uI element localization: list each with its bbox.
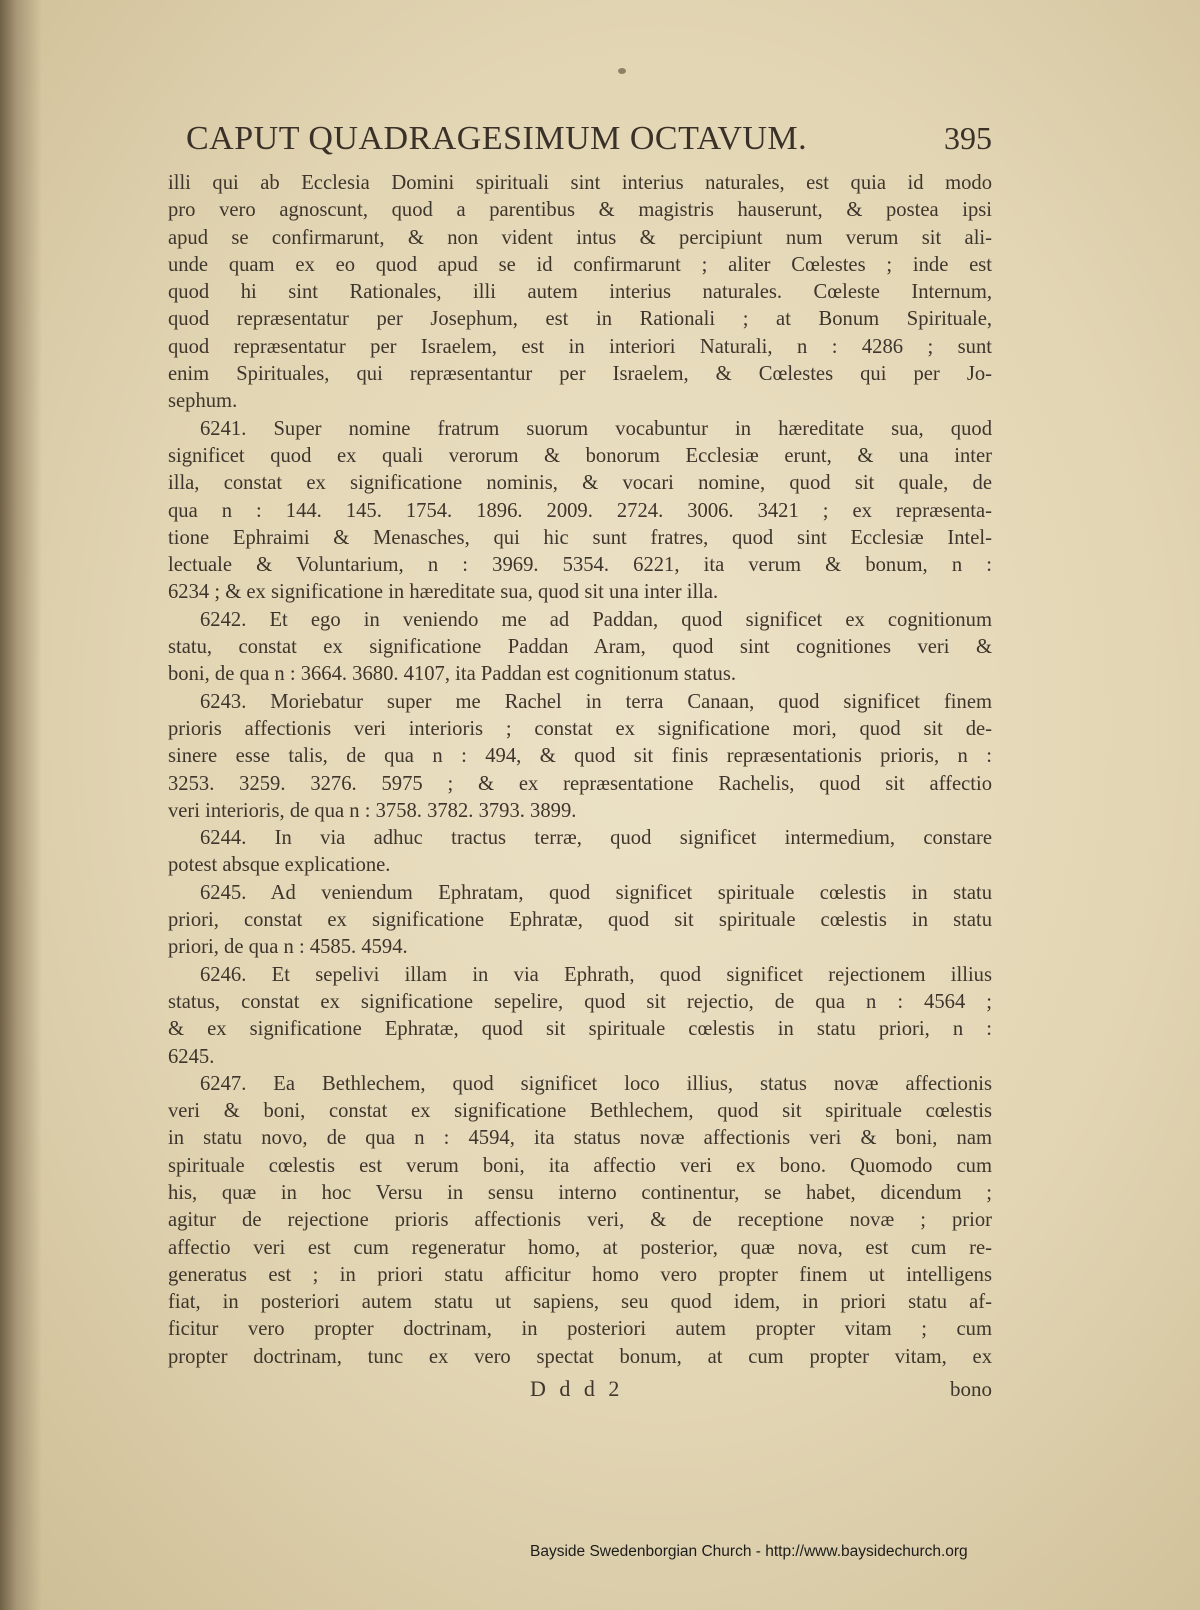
paragraph-start-6241: 6241. Super nomine fratrum suorum vocabuntur in hæreditate sua, quod xyxy=(200,417,992,440)
text-line: apud se confirmarunt, & non vident intus & percipiunt num verum sit ali- xyxy=(168,226,992,249)
text-line: affectio veri est cum regeneratur homo, at posterior, quæ nova, est cum re- xyxy=(168,1236,992,1259)
text-line: propter doctrinam, tunc ex vero spectat bonum, at cum propter vitam, ex xyxy=(168,1345,992,1368)
paragraph-start-6247: 6247. Ea Bethlechem, quod significet loco illius, status novæ affectionis xyxy=(200,1072,992,1095)
text-line: quod repræsentatur per Israelem, est in interiori Naturali, n : 4286 ; sunt xyxy=(168,335,992,358)
text-line: 6234 ; & ex significatione in hæreditate sua, quod sit una inter illa. xyxy=(168,581,719,604)
text-line: generatus est ; in priori statu afficitur homo vero propter finem ut intelligens xyxy=(168,1263,992,1286)
text-line: spirituale cœlestis est verum boni, ita affectio veri ex bono. Quomodo cum xyxy=(168,1154,992,1177)
text-line: potest absque explicatione. xyxy=(168,854,391,877)
paragraph-start-6242: 6242. Et ego in veniendo me ad Paddan, quod significet ex cognitionum xyxy=(200,608,992,631)
text-line: fiat, in posteriori autem statu ut sapiens, seu quod idem, in priori statu af- xyxy=(168,1291,992,1314)
binding-shadow xyxy=(0,0,42,1610)
ink-spot xyxy=(618,68,626,74)
running-title: CAPUT QUADRAGESIMUM OCTAVUM. xyxy=(186,120,808,157)
body-text xyxy=(168,170,992,1371)
text-line: enim Spirituales, qui repræsentantur per Israelem, & Cœlestes qui per Jo- xyxy=(168,363,992,386)
text-line: statu, constat ex significatione Paddan Aram, quod sint cognitiones veri & xyxy=(168,636,992,659)
signature-mark: D d d 2 xyxy=(530,1376,624,1401)
catchword: bono xyxy=(950,1377,992,1401)
text-line: veri interioris, de qua n : 3758. 3782. 3793. 3899. xyxy=(168,799,577,822)
text-line: priori, de qua n : 4585. 4594. xyxy=(168,936,408,959)
text-line: illa, constat ex significatione nominis, & vocari nomine, quod sit quale, de xyxy=(168,472,992,495)
text-line: quod hi sint Rationales, illi autem interius naturales. Cœleste Internum, xyxy=(168,281,992,304)
paragraph-start-6243: 6243. Moriebatur super me Rachel in terra Canaan, quod significet finem xyxy=(200,690,992,713)
paragraph-start-6245: 6245. Ad veniendum Ephratam, quod significet spirituale cœlestis in statu xyxy=(200,881,992,904)
text-line: lectuale & Voluntarium, n : 3969. 5354. 6221, ita verum & bonum, n : xyxy=(168,554,992,577)
text-line: pro vero agnoscunt, quod a parentibus & magistris hauserunt, & postea ipsi xyxy=(168,199,992,222)
text-line: 3253. 3259. 3276. 5975 ; & ex repræsentatione Rachelis, quod sit affectio xyxy=(168,772,992,795)
text-line: sephum. xyxy=(168,390,238,413)
text-line: priori, constat ex significatione Ephratæ, quod sit spirituale cœlestis in statu xyxy=(168,909,992,932)
text-line: tione Ephraimi & Menasches, qui hic sunt fratres, quod sint Ecclesiæ Intel- xyxy=(168,526,992,549)
text-line: 6245. xyxy=(168,1045,215,1068)
page-header xyxy=(186,120,992,164)
text-line: in statu novo, de qua n : 4594, ita status novæ affectionis veri & boni, nam xyxy=(168,1127,992,1150)
text-line: boni, de qua n : 3664. 3680. 4107, ita Paddan est cognitionum status. xyxy=(168,663,736,686)
text-line: illi qui ab Ecclesia Domini spirituali sint interius naturales, est quia id modo xyxy=(168,172,992,194)
text-line: qua n : 144. 145. 1754. 1896. 2009. 2724. 3006. 3421 ; ex repræsenta- xyxy=(168,499,992,522)
source-watermark: Bayside Swedenborgian Church - http://www.baysidechurch.org xyxy=(530,1543,968,1560)
text-line: unde quam ex eo quod apud se id confirmarunt ; aliter Cœlestes ; inde est xyxy=(168,253,992,276)
text-line: prioris affectionis veri interioris ; constat ex significatione mori, quod sit de- xyxy=(168,717,992,740)
text-line: his, quæ in hoc Versu in sensu interno continentur, se habet, dicendum ; xyxy=(168,1181,992,1204)
text-line: quod repræsentatur per Josephum, est in Rationali ; at Bonum Spirituale, xyxy=(168,308,992,331)
text-line: significet quod ex quali verorum & bonorum Ecclesiæ erunt, & una inter xyxy=(168,444,992,467)
text-line: & ex significatione Ephratæ, quod sit spirituale cœlestis in statu priori, n : xyxy=(168,1018,992,1041)
paragraph-start-6244: 6244. In via adhuc tractus terræ, quod significet intermedium, constare xyxy=(200,827,992,850)
text-line: sinere esse talis, de qua n : 494, & quod sit finis repræsentationis prioris, n : xyxy=(168,745,992,768)
text-line: veri & boni, constat ex significatione Bethlechem, quod sit spirituale cœlestis xyxy=(168,1100,992,1123)
page-number: 395 xyxy=(944,120,992,156)
text-line: agitur de rejectione prioris affectionis veri, & de receptione novæ ; prior xyxy=(168,1209,992,1232)
text-line: ficitur vero propter doctrinam, in posteriori autem propter vitam ; cum xyxy=(168,1318,992,1341)
paragraph-start-6246: 6246. Et sepelivi illam in via Ephrath, quod significet rejectionem illius xyxy=(200,963,992,986)
text-line: status, constat ex significatione sepelire, quod sit rejectio, de qua n : 4564 ; xyxy=(168,990,992,1013)
